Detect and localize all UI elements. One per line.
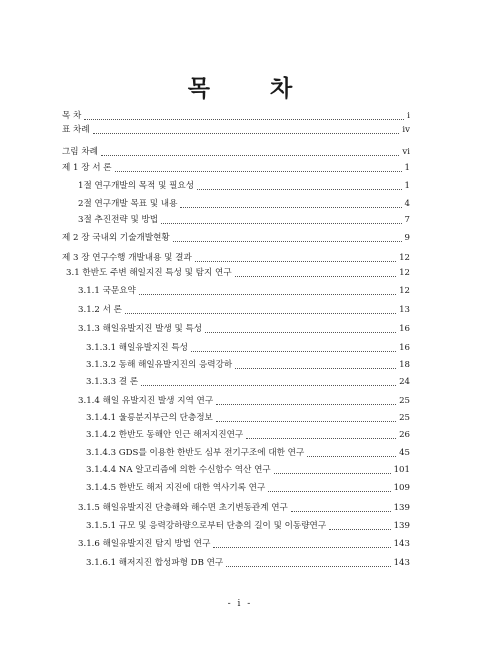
toc-entry-page: 16 [399,343,410,353]
toc-entry-page: 9 [404,233,410,243]
toc-entry[interactable] [78,283,410,299]
dot-leader [161,223,401,224]
toc-entry[interactable] [78,321,410,337]
toc-entry-label: 제 1 장 서 론 [62,163,112,173]
toc-entry-label: 3.1.4.4 NA 알고리즘에 의한 수신함수 역산 연구 [86,465,271,475]
toc-entry-label: 그림 차례 [62,147,98,157]
toc-entry-label: 3.1.5.1 규모 및 응력강하량으로부터 단층의 길이 및 이동량연구 [86,521,327,531]
dot-leader [235,368,396,369]
page-title: 목 차 [187,75,319,102]
toc-entry-label: 3.1 한반도 주변 해일지진 특성 및 탐지 연구 [66,268,232,278]
dot-leader [274,473,391,474]
toc-entry[interactable] [86,480,410,496]
toc-entry-page: 109 [393,483,410,493]
dot-leader [197,189,402,190]
toc-entry[interactable] [86,340,410,356]
toc-entry-label: 3.1.4.2 한반도 동해안 인근 해저지진연구 [86,430,244,440]
toc-entry-page: 16 [399,324,410,334]
toc-entry[interactable] [86,410,410,426]
dot-leader [191,351,396,352]
dot-leader [216,404,396,405]
toc-entry[interactable] [62,250,410,266]
toc-entry-label: 목 차 [62,111,82,121]
toc-entry-page: 4 [404,199,410,209]
dot-leader [268,491,390,492]
dot-leader [246,438,396,439]
toc-entry[interactable] [86,445,410,461]
toc-entry-label: 3.1.4.5 한반도 해저 지진에 대한 역사기록 연구 [86,483,266,493]
toc-entry[interactable] [86,518,410,534]
dot-leader [329,529,390,530]
toc-entry[interactable] [86,374,410,390]
toc-entry-label: 3.1.6.1 해저지진 합성파형 DB 연구 [86,558,224,568]
toc-entry-page: 12 [399,268,410,278]
toc-entry[interactable] [86,462,410,478]
toc-entry-label: 3.1.3.2 동해 해일유발지진의 응력강하 [86,360,233,370]
toc-entry-label: 3.1.3.3 결 론 [86,377,139,387]
toc-entry[interactable] [86,555,410,571]
dot-leader [139,294,396,295]
dot-leader [205,332,396,333]
toc-entry-page: 25 [399,396,410,406]
dot-leader [173,241,402,242]
toc-entry[interactable] [62,122,410,138]
toc-entry-label: 3.1.6 해일유발지진 탐지 방법 연구 [78,539,211,549]
toc-entry[interactable] [86,427,410,443]
dot-leader [93,133,400,134]
toc-entry-page: 1 [404,181,410,191]
toc-entry[interactable] [62,160,410,176]
toc-entry[interactable] [78,212,410,228]
toc-entry-page: 13 [399,305,410,315]
toc-entry-page: 24 [399,377,410,387]
toc-entry-page: 101 [393,465,410,475]
toc-entry-label: 3.1.4.3 GDS를 이용한 한반도 심부 전기구조에 대한 연구 [86,448,305,458]
toc-entry-page: 7 [404,215,410,225]
toc-entry[interactable] [78,500,410,516]
dot-leader [235,276,396,277]
toc-entry[interactable] [78,302,410,318]
dot-leader [141,385,396,386]
toc-entry-page: 26 [399,430,410,440]
toc-entry-page: 143 [393,558,410,568]
toc-entry[interactable] [62,230,410,246]
toc-entry-label: 3절 추진전략 및 방법 [78,215,159,225]
dot-leader [226,566,390,567]
toc-entry[interactable] [78,393,410,409]
dot-leader [213,547,390,548]
toc-entry-page: 45 [399,448,410,458]
toc-entry-page: 12 [399,286,410,296]
dot-leader [125,313,396,314]
dot-leader [291,511,391,512]
toc-entry-page: 139 [393,521,410,531]
dot-leader [195,261,396,262]
toc-entry-page: iv [402,125,410,135]
toc-entry-label: 3.1.2 서 론 [78,305,122,315]
toc-entry[interactable] [78,178,410,194]
toc-entry-label: 1절 연구개발의 목적 및 필요성 [78,181,195,191]
toc-entry-label: 3.1.4 해일 유발지진 발생 지역 연구 [78,396,214,406]
dot-leader [84,119,404,120]
toc-entry-label: 제 3 장 연구수행 개발내용 및 결과 [62,253,192,263]
toc-entry-label: 제 2 장 국내외 기술개발현황 [62,233,170,243]
toc-entry[interactable] [78,196,410,212]
toc-entry-label: 2절 연구개발 목표 및 내용 [78,199,178,209]
toc-entry-label: 표 차례 [62,125,90,135]
toc-entry-page: 18 [399,360,410,370]
toc-entry-page: 1 [404,163,410,173]
toc-entry-page: 25 [399,413,410,423]
toc-entry[interactable] [66,265,410,281]
toc-entry[interactable] [78,536,410,552]
toc-entry-page: 12 [399,253,410,263]
toc-entry-label: 3.1.3.1 해일유발지진 특성 [86,343,188,353]
toc-entry-page: vi [402,147,410,157]
dot-leader [307,456,396,457]
toc-entry-page: 143 [393,539,410,549]
toc-entry-page: 139 [393,503,410,513]
toc-entry-page: i [407,111,410,121]
toc-entry-label: 3.1.3 해일유발지진 발생 및 특성 [78,324,203,334]
dot-leader [101,155,399,156]
toc-entry[interactable] [62,144,410,160]
toc-entry[interactable] [86,357,410,373]
page-number-footer: - i - [227,599,253,609]
dot-leader [216,421,396,422]
dot-leader [180,207,401,208]
toc-entry-label: 3.1.5 해일유발지진 단층해와 해수면 초기변동관계 연구 [78,503,288,513]
dot-leader [115,171,402,172]
toc-entry-label: 3.1.1 국문요약 [78,286,136,296]
toc-entry-label: 3.1.4.1 울릉분지부근의 단층정보 [86,413,213,423]
